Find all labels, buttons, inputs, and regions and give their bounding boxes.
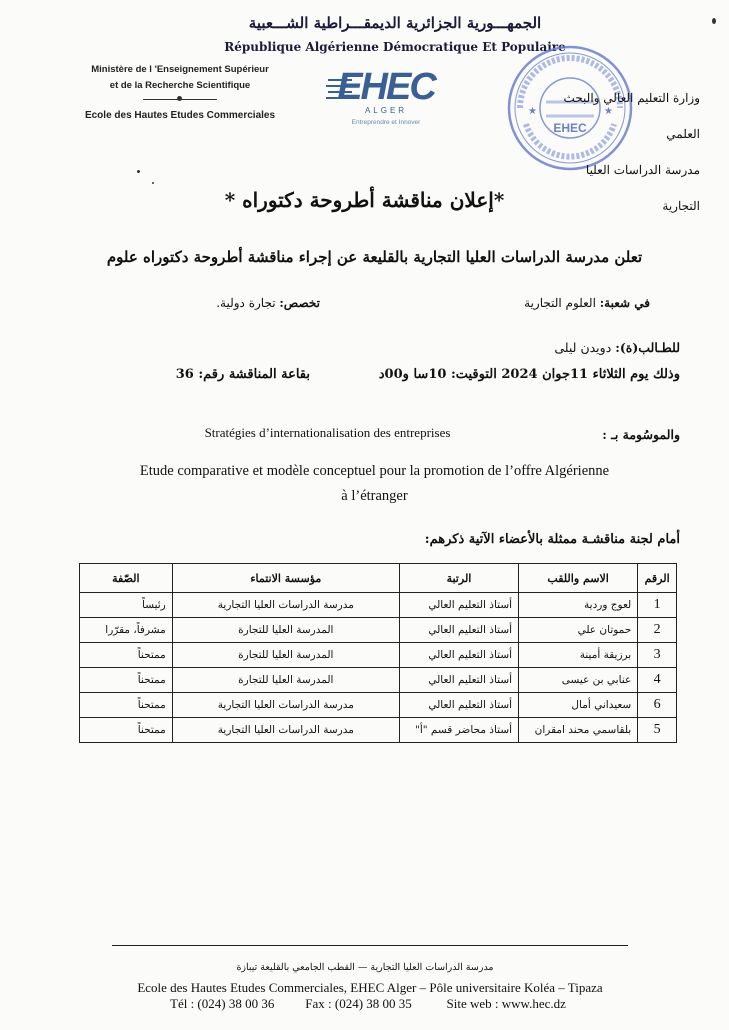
republic-title-ar: الجمهـــورية الجزائرية الديمقـــراطية الشـــعبية: [248, 14, 542, 32]
student-label: للطـالب(ة):: [615, 340, 680, 355]
announcement-title: *إعلان مناقشة أطروحة دكتوراه *: [224, 188, 505, 212]
member-name: حموتان علي: [519, 618, 638, 643]
specialty-value: تجارة دولية.: [216, 296, 276, 310]
svg-text:★: ★: [528, 106, 537, 117]
jury-header-row: [80, 564, 677, 593]
student-name: دويدن ليلى: [554, 340, 612, 355]
footer-address-ar: مدرسة الدراسات العليا التجارية — القطب الجامعي بالقليعة تيبازة: [236, 962, 494, 973]
announcement-intro: تعلن مدرسة الدراسات العليا التجارية بالقليعة عن إجراء مناقشة أطروحة دكتوراه علوم: [106, 248, 643, 266]
footer-fax: Fax : (024) 38 00 35: [305, 996, 412, 1011]
member-rank: أستاذ التعليم العالي: [399, 643, 518, 668]
col-header-number: الرقم: [638, 564, 677, 593]
table-row: [80, 668, 677, 693]
member-role: ممتحناً: [80, 668, 173, 693]
member-institution: مدرسة الدراسات العليا التجارية: [172, 593, 399, 618]
col-header-rank: الرتبة: [399, 564, 518, 593]
student-line: [400, 340, 680, 355]
hall-line: [120, 367, 310, 382]
ehec-logo: [316, 66, 460, 136]
row-number: 3: [638, 643, 677, 668]
member-rank: أستاذ محاضر قسم "أ": [399, 718, 518, 743]
member-institution: المدرسة العليا للتجارة: [172, 643, 399, 668]
stamp-center-text: EHEC: [553, 121, 587, 135]
row-number: 2: [638, 618, 677, 643]
row-number: 5: [638, 718, 677, 743]
table-row: [80, 693, 677, 718]
jury-title: أمام لجنة مناقشـة ممثلة بالأعضاء الآتية ذكرهم:: [424, 532, 680, 547]
member-name: سعيداني أمال: [519, 693, 638, 718]
school-name-ar: مدرسة الدراسات العليا التجارية: [585, 163, 700, 213]
footer-divider: [112, 945, 628, 946]
logo-subtext: ALGER: [364, 106, 408, 115]
specialty-label: تخصص:: [279, 296, 320, 310]
member-name: برزيقة أمينة: [519, 643, 638, 668]
date-line: [310, 367, 680, 382]
hall-number: 36: [175, 367, 194, 382]
footer-phone: Tél : (024) 38 00 36: [170, 996, 275, 1011]
member-institution: مدرسة الدراسات العليا التجارية: [172, 693, 399, 718]
member-name: لعوج وردية: [519, 593, 638, 618]
table-row: [80, 643, 677, 668]
member-role: مشرفاً، مقرّرا: [80, 618, 173, 643]
footer-contact: [170, 996, 600, 1012]
hall-label: بقاعة المناقشة رقم:: [198, 367, 310, 382]
thesis-title-line3: à l’étranger: [341, 488, 408, 504]
member-institution: مدرسة الدراسات العليا التجارية: [172, 718, 399, 743]
member-role: رئيساً: [80, 593, 173, 618]
scan-mark: [712, 18, 716, 24]
ministry-separator-dot: [177, 96, 182, 101]
school-name-fr: Ecole des Hautes Etudes Commerciales: [84, 110, 276, 121]
defense-time: 10سا و00د: [378, 367, 447, 382]
theme-label: والموسُومة بـ :: [602, 427, 680, 442]
thesis-title-line2: Etude comparative et modèle conceptuel pour la promotion de l’offre Algérienne: [139, 463, 610, 479]
member-rank: أستاذ التعليم العالي: [399, 618, 518, 643]
ministry-fr: [60, 62, 300, 94]
member-role: ممتحناً: [80, 643, 173, 668]
ministry-fr-line2: et de la Recherche Scientifique: [109, 80, 251, 91]
member-institution: المدرسة العليا للتجارة: [172, 618, 399, 643]
table-row: [80, 593, 677, 618]
table-row: [80, 618, 677, 643]
footer-address-fr: Ecole des Hautes Etudes Commerciales, EHEC Alger – Pôle universitaire Koléa – Tipaza: [137, 980, 603, 995]
logo-text: EHEC: [337, 66, 435, 108]
member-rank: أستاذ التعليم العالي: [399, 668, 518, 693]
table-row: [80, 718, 677, 743]
col-header-institution: مؤسسة الانتماء: [172, 564, 399, 593]
scan-dot: [137, 170, 140, 173]
branch-label: في شعبة:: [599, 296, 650, 310]
time-label: التوقيت:: [450, 367, 497, 382]
col-header-name: الاسم واللقب: [519, 564, 638, 593]
defense-date: وذلك يوم الثلاثاء 11جوان 2024: [501, 367, 680, 382]
member-rank: أستاذ التعليم العالي: [399, 593, 518, 618]
thesis-title-line1: Stratégies d’internationalisation des entreprises: [204, 425, 451, 440]
member-role: ممتحناً: [80, 693, 173, 718]
ministry-ar-line1: وزارة التعليم العالي والبحث العلمي: [563, 91, 700, 141]
col-header-role: الصّفة: [80, 564, 173, 593]
member-institution: المدرسة العليا للتجارة: [172, 668, 399, 693]
member-rank: أستاذ التعليم العالي: [399, 693, 518, 718]
scan-dot: [152, 182, 154, 184]
row-number: 1: [638, 593, 677, 618]
row-number: 6: [638, 693, 677, 718]
member-role: ممتحناً: [80, 718, 173, 743]
logo-tagline: Entreprendre et Innover: [351, 119, 421, 126]
branch-value: العلوم التجارية: [524, 296, 596, 310]
member-name: بلقاسمي محند امقران: [519, 718, 638, 743]
republic-title-fr: République Algérienne Démocratique Et Populaire: [224, 40, 566, 54]
jury-table: [79, 563, 677, 743]
branch-line: [400, 296, 650, 310]
specialty-line: [160, 296, 320, 310]
footer-website: Site web : www.hec.dz: [446, 996, 566, 1011]
ministry-fr-line1: Ministère de l 'Enseignement Supérieur: [91, 64, 269, 75]
svg-text:★: ★: [604, 106, 613, 117]
row-number: 4: [638, 668, 677, 693]
member-name: عنابي بن عيسى: [519, 668, 638, 693]
